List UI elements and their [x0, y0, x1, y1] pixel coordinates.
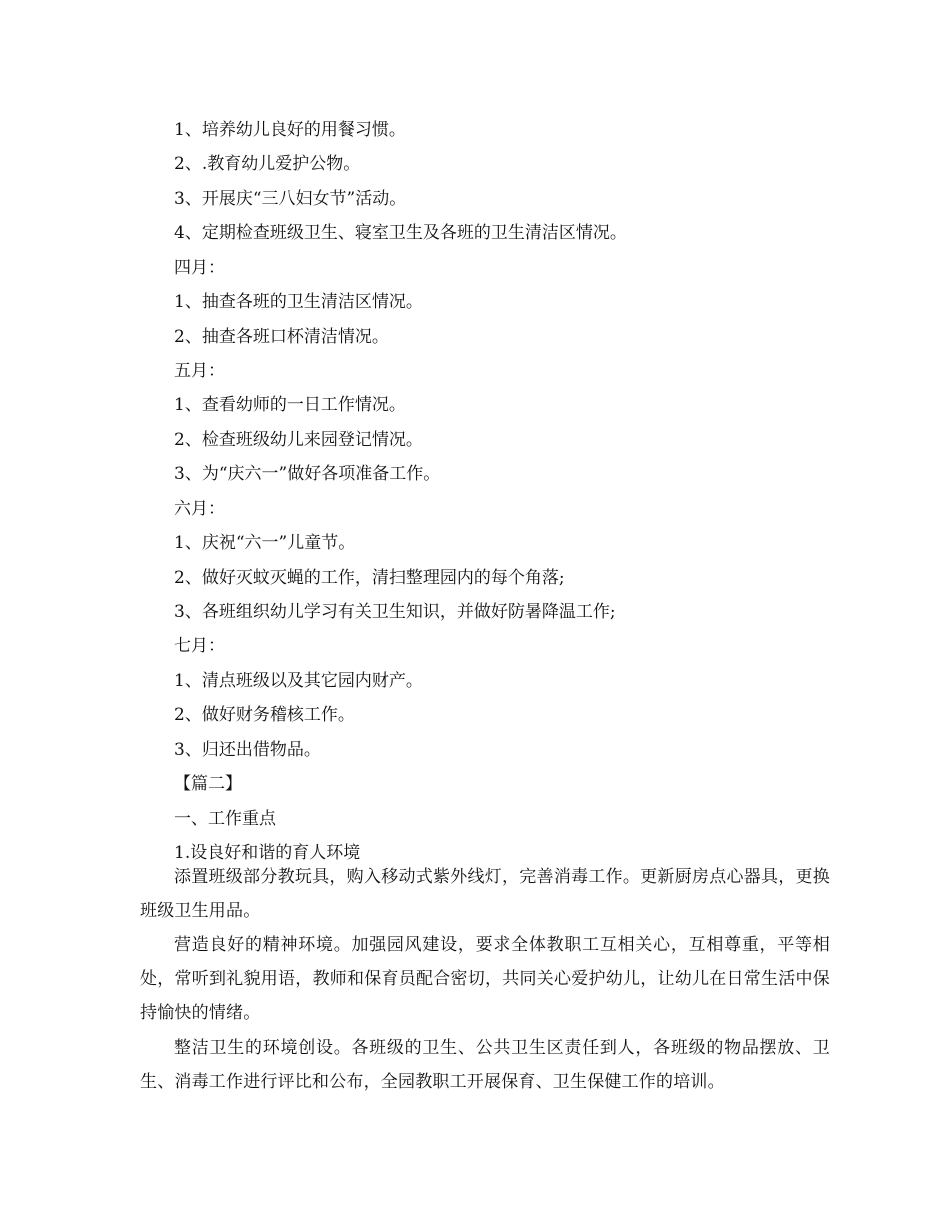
text-line: 4、定期检查班级卫生、寝室卫生及各班的卫生清洁区情况。: [174, 223, 627, 243]
text-line: 2、抽查各班口杯清洁情况。: [174, 327, 389, 347]
text-line: 3、为“庆六一”做好各项准备工作。: [174, 464, 441, 484]
text-line: 1、抽查各班的卫生清洁区情况。: [174, 292, 423, 312]
text-line: 2、.教育幼儿爱护公物。: [174, 154, 361, 174]
part-heading: 【篇二】: [174, 774, 242, 794]
text-line: 1、清点班级以及其它园内财产。: [174, 671, 423, 691]
section-heading: 七月：: [174, 636, 225, 656]
section-heading: 一、工作重点: [174, 809, 276, 829]
text-line: 3、开展庆“三八妇女节”活动。: [174, 189, 407, 209]
text-line: 3、各班组织幼儿学习有关卫生知识，并做好防暑降温工作;: [174, 602, 616, 622]
text-line: 1、查看幼师的一日工作情况。: [174, 395, 406, 415]
paragraph: 添置班级部分教玩具，购入移动式紫外线灯，完善消毒工作。更新厨房点心器具，更换班级卫生用品。: [140, 867, 830, 921]
section-heading: 四月：: [174, 258, 225, 278]
sub-heading: 1.设良好和谐的育人环境: [174, 843, 361, 863]
paragraph: 营造良好的精神环境。加强园风建设，要求全体教职工互相关心，互相尊重，平等相处，常听到礼貌用语，教师和保育员配合密切，共同关心爱护幼儿，让幼儿在日常生活中保持愉快的情绪。: [140, 935, 830, 1023]
section-heading: 六月：: [174, 499, 225, 519]
text-line: 2、做好财务稽核工作。: [174, 705, 355, 725]
paragraph: 整洁卫生的环境创设。各班级的卫生、公共卫生区责任到人，各班级的物品摆放、卫生、消毒工作进行评比和公布，全园教职工开展保育、卫生保健工作的培训。: [140, 1038, 830, 1092]
text-line: 1、培养幼儿良好的用餐习惯。: [174, 120, 406, 140]
section-heading: 五月：: [174, 361, 225, 381]
text-line: 2、做好灭蚊灭蝇的工作，清扫整理园内的每个角落;: [174, 568, 565, 588]
text-line: 2、检查班级幼儿来园登记情况。: [174, 430, 423, 450]
text-line: 3、归还出借物品。: [174, 740, 321, 760]
text-line: 1、庆祝“六一”儿童节。: [174, 533, 356, 553]
